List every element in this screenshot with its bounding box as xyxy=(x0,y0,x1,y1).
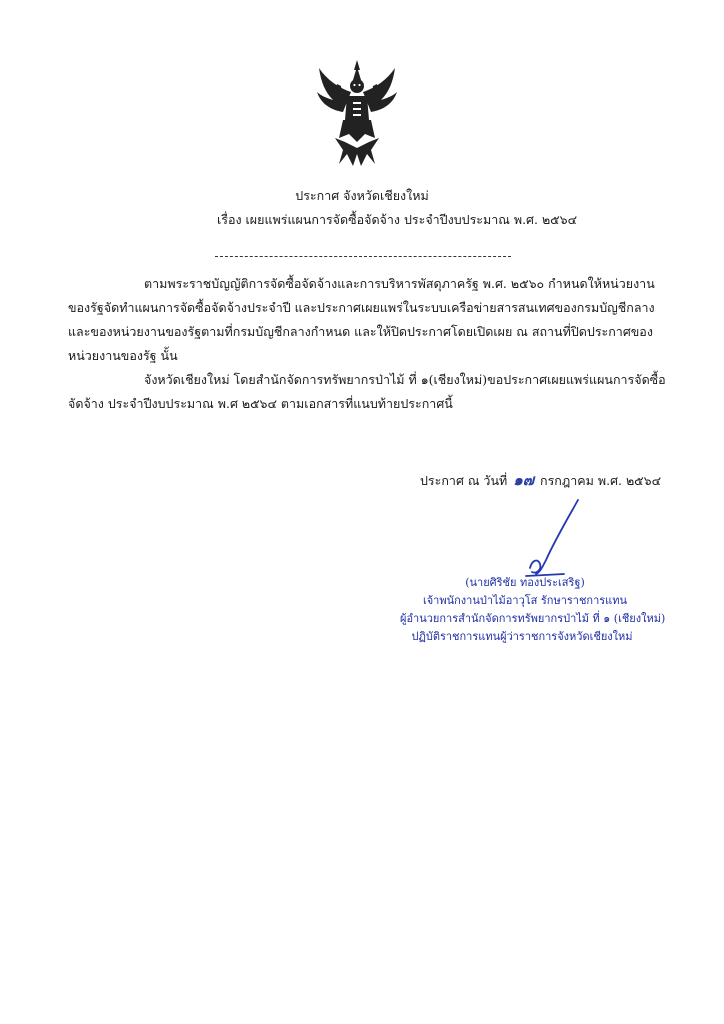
signatory-position-1: เจ้าพนักงานป่าไม้อาวุโส รักษาราชการแทน xyxy=(422,594,628,607)
garuda-emblem-icon xyxy=(313,58,401,168)
signatory-block xyxy=(400,574,666,646)
announcement-prefix: ประกาศ ณ วันที่ xyxy=(420,473,508,488)
body-paragraph-2: จังหวัดเชียงใหม่ โดยสำนักจัดการทรัพยากรป่าไม้ ที่ ๑(เชียงใหม่)ขอประกาศเผยแพร่แผนการจัดซื้อจัดจ้าง ประจำปีงบประมาณ พ.ศ ๒๕๖๔ ตามเอกสารที่แนบท้ายประกาศนี้ xyxy=(68,372,666,411)
document-title: ประกาศ จังหวัดเชียงใหม่ xyxy=(295,188,429,203)
announcement-suffix: กรกฎาคม พ.ศ. ๒๕๖๔ xyxy=(540,473,662,488)
body-paragraph-1: ตามพระราชบัญญัติการจัดซื้อจัดจ้างและการบริหารพัสดุภาครัฐ พ.ศ. ๒๕๖๐ กำหนดให้หน่วยงานของรัฐจัดทำแผนการจัดซื้อจัดจ้างประจำปี และประกาศเผยแพร่ในระบบเครือข่ายสารสนเทศของกรมบัญชีกลางและของหน่วยงานของรัฐตามที่กรมบัญชีกลางกำหนด และให้ปิดประกาศโดยเปิดเผย ณ สถานที่ปิดประกาศของหน่วยงานของรัฐ นั้น xyxy=(68,276,655,363)
announcement-date xyxy=(420,468,661,492)
announcement-day: ๑๗ xyxy=(513,471,535,489)
handwritten-signature xyxy=(512,498,602,578)
separator-line xyxy=(215,256,511,257)
signatory-position-3: ปฏิบัติราชการแทนผู้ว่าราชการจังหวัดเชียงใหม่ xyxy=(411,630,633,643)
signatory-name: (นายศิริชัย ทองประเสริฐ) xyxy=(465,576,585,589)
signatory-position-2: ผู้อำนวยการสำนักจัดการทรัพยากรป่าไม้ ที่ ๑ (เชียงใหม่) xyxy=(400,612,666,625)
document-header xyxy=(0,184,724,232)
document-body xyxy=(68,272,668,416)
document-subject: เรื่อง เผยแพร่แผนการจัดซื้อจัดจ้าง ประจำปีงบประมาณ พ.ศ. ๒๕๖๔ xyxy=(216,212,578,227)
